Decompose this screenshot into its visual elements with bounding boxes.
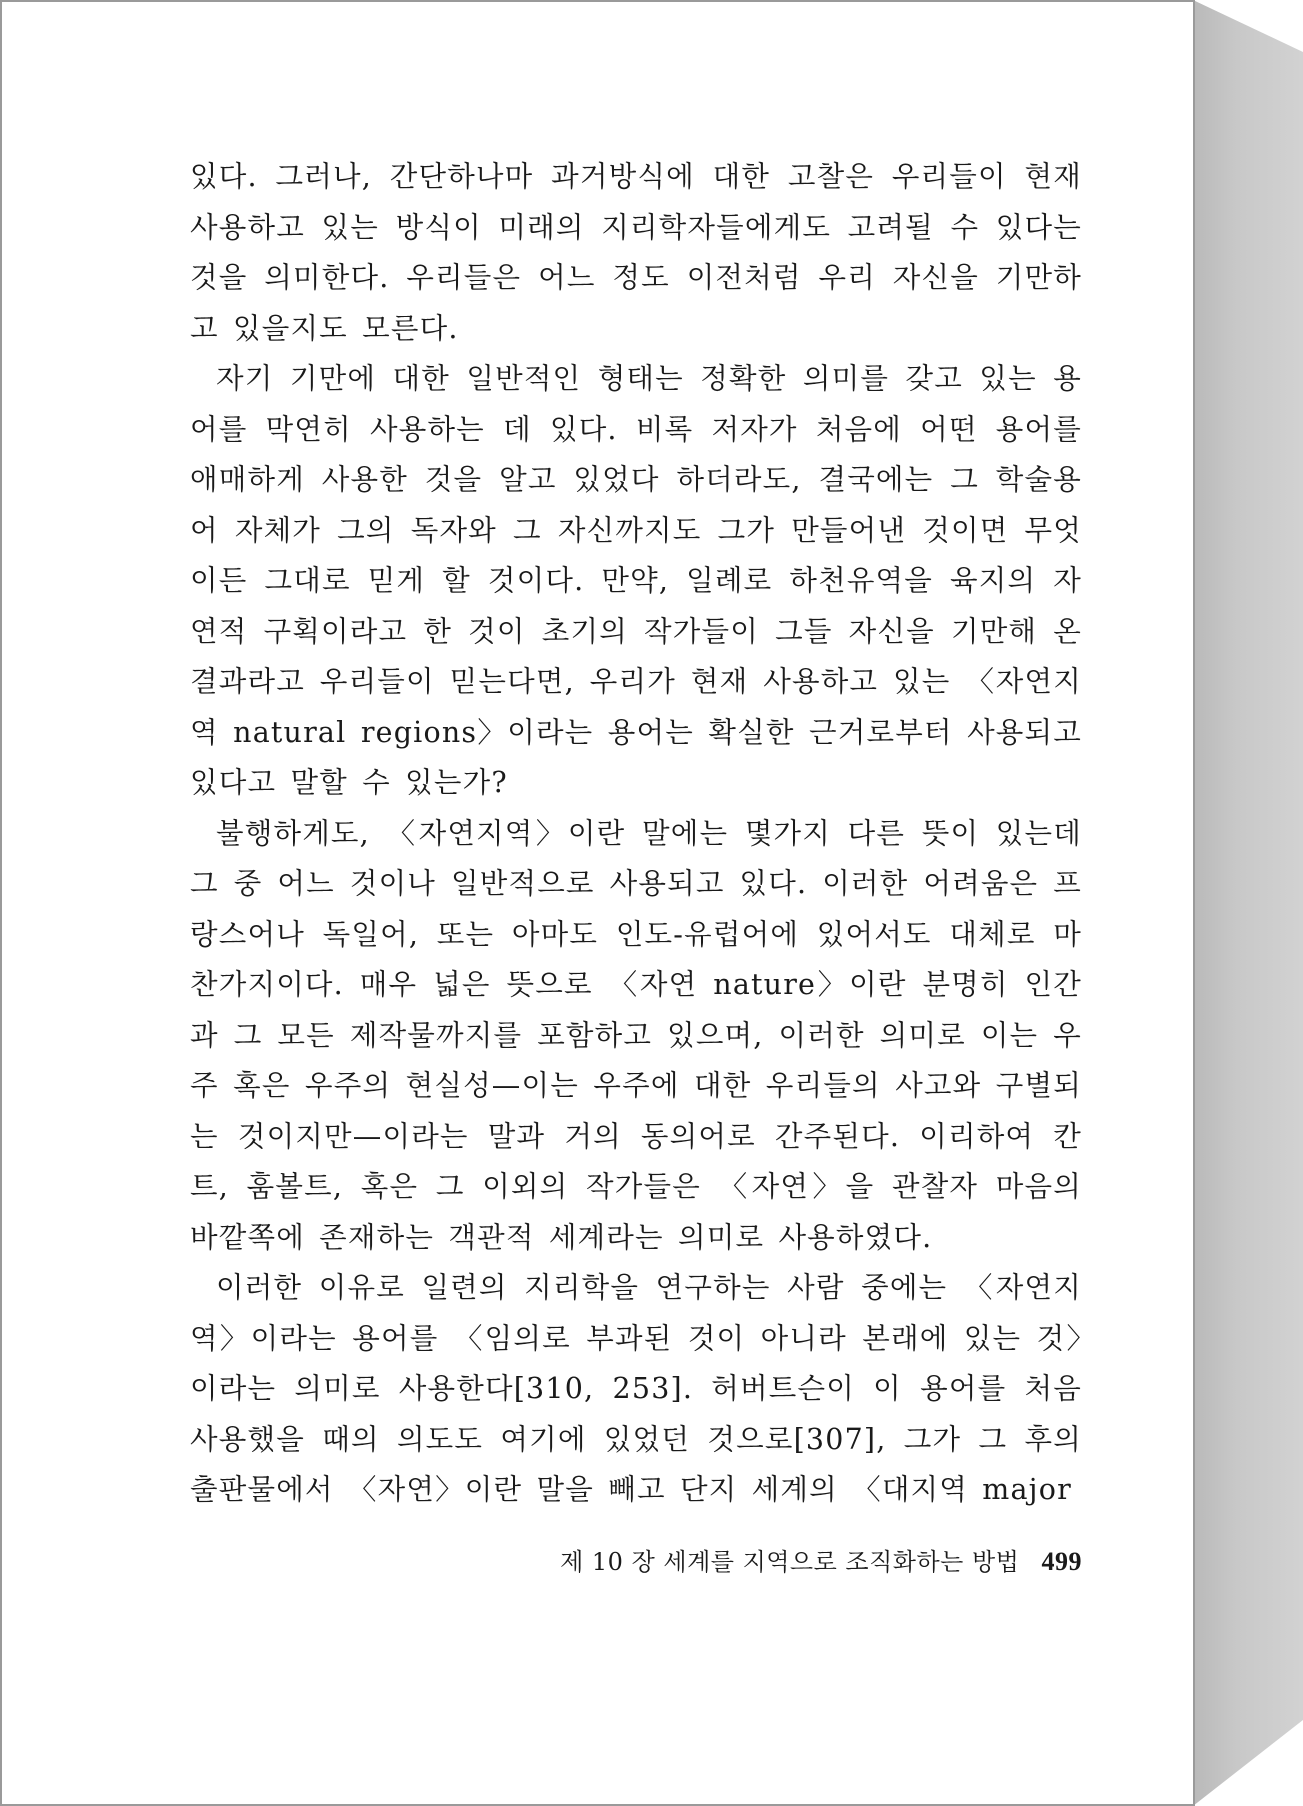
page-footer bbox=[190, 1542, 1082, 1577]
chapter-title: 제 10 장 세계를 지역으로 조직화하는 방법 bbox=[560, 1548, 1020, 1576]
paragraph-4: 이러한 이유로 일련의 지리학을 연구하는 사람 중에는 〈자연지역〉이라는 용어를 〈임의로 부과된 것이 아니라 본래에 있는 것〉이라는 의미로 사용한다[310, 253]. 허버트슨이 이 용어를 처음 사용했을 때의 의도도 여기에 있었던 것으로[307], 그가 그 후의 출판물에서 〈자연〉이란 말을 빼고 단지 세계의 〈대지역 major bbox=[190, 1271, 1082, 1506]
paragraph-3: 불행하게도, 〈자연지역〉이란 말에는 몇가지 다른 뜻이 있는데 그 중 어느 것이나 일반적으로 사용되고 있다. 이러한 어려움은 프랑스어나 독일어, 또는 아마도 인도-유럽어에 있어서도 대체로 마찬가지이다. 매우 넓은 뜻으로 〈자연 nature〉이란 분명히 인간과 그 모든 제작물까지를 포함하고 있으며, 이러한 의미로 이는 우주 혹은 우주의 현실성—이는 우주에 대한 우리들의 사고와 구별되는 것이지만—이라는 말과 거의 동의어로 간주된다. 이리하여 칸트, 훔볼트, 혹은 그 이외의 작가들은 〈자연〉을 관찰자 마음의 바깥쪽에 존재하는 객관적 세계라는 의미로 사용하였다. bbox=[190, 816, 1082, 1254]
book-side-edge bbox=[1193, 0, 1303, 1806]
page-body bbox=[190, 152, 1082, 1516]
page-number: 499 bbox=[1041, 1547, 1082, 1576]
paragraph-1: 있다. 그러나, 간단하나마 과거방식에 대한 고찰은 우리들이 현재 사용하고 있는 방식이 미래의 지리학자들에게도 고려될 수 있다는 것을 의미한다. 우리들은 어느 정도 이전처럼 우리 자신을 기만하고 있을지도 모른다. bbox=[190, 160, 1082, 345]
paragraph-2: 자기 기만에 대한 일반적인 형태는 정확한 의미를 갖고 있는 용어를 막연히 사용하는 데 있다. 비록 저자가 처음에 어떤 용어를 애매하게 사용한 것을 알고 있었다 하더라도, 결국에는 그 학술용어 자체가 그의 독자와 그 자신까지도 그가 만들어낸 것이면 무엇이든 그대로 믿게 할 것이다. 만약, 일례로 하천유역을 육지의 자연적 구획이라고 한 것이 초기의 작가들이 그들 자신을 기만해 온 결과라고 우리들이 믿는다면, 우리가 현재 사용하고 있는 〈자연지역 natural regions〉이라는 용어는 확실한 근거로부터 사용되고 있다고 말할 수 있는가? bbox=[190, 362, 1082, 799]
